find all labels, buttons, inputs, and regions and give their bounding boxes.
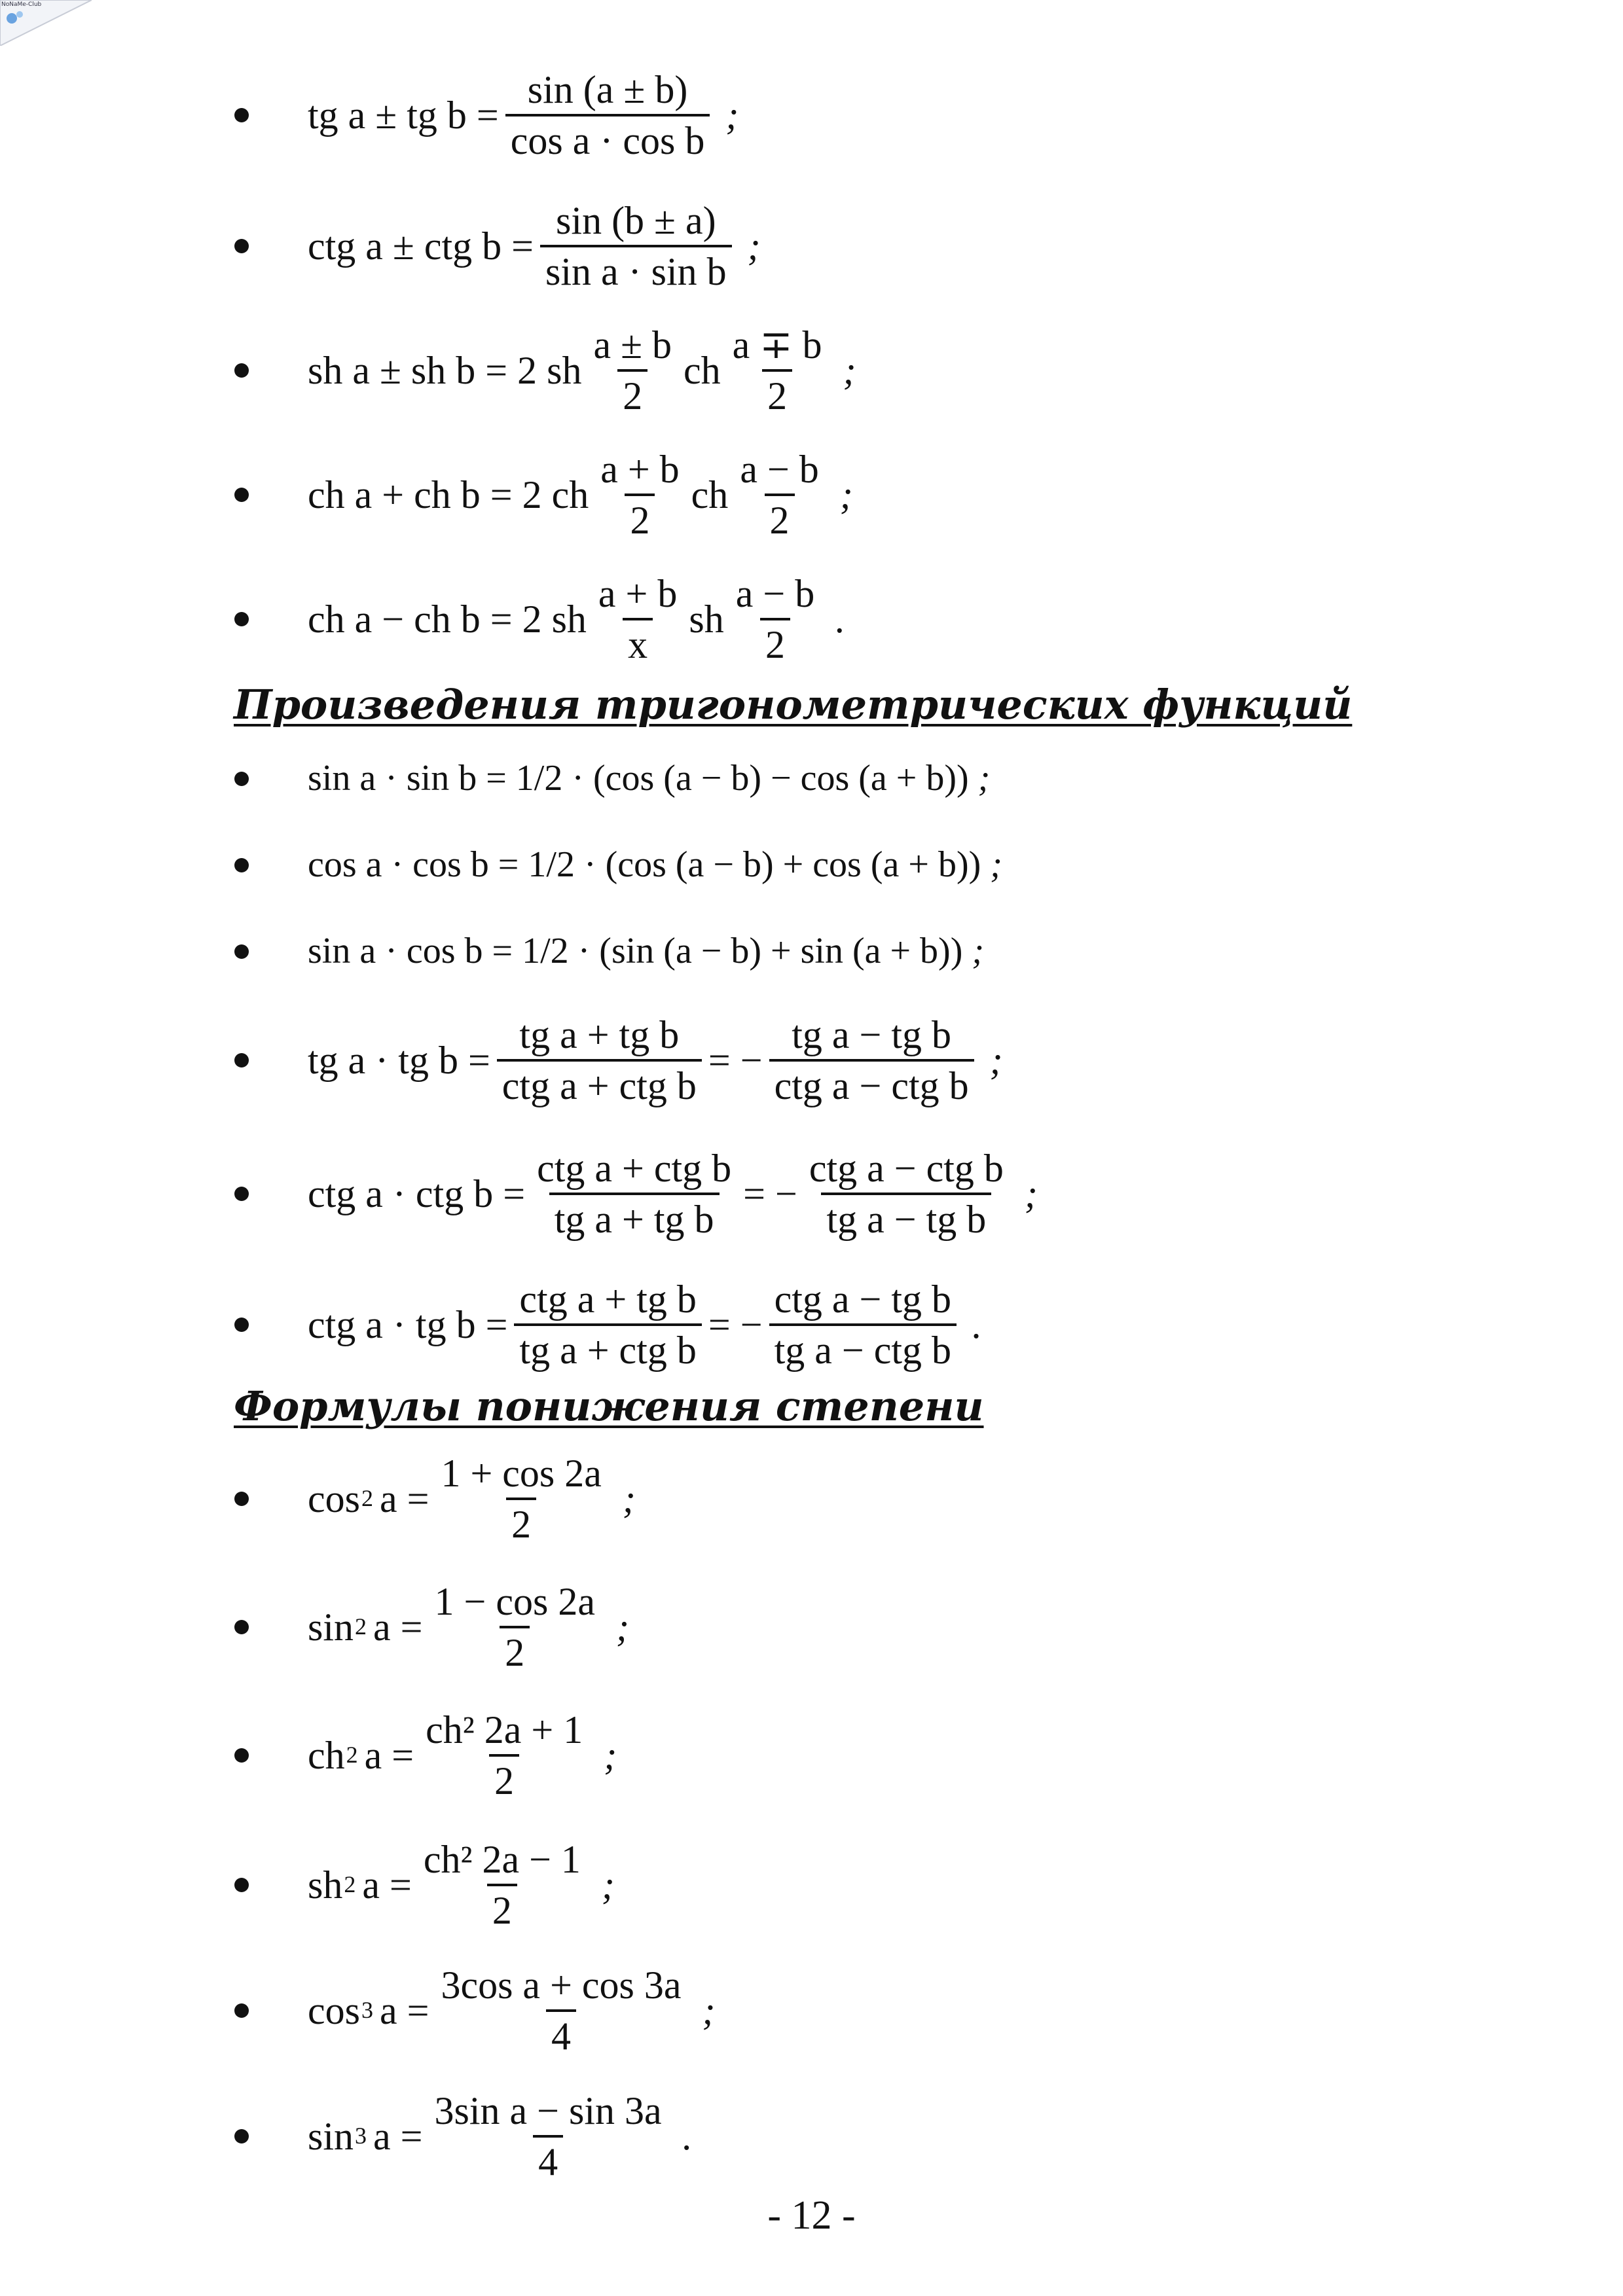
numerator: a + b [598, 572, 678, 615]
fraction [731, 572, 820, 666]
formula [308, 845, 1002, 886]
function-name: sin [308, 2115, 354, 2158]
section-heading-products: Произведения тригонометрических функций [234, 681, 1353, 728]
bullet-icon [229, 1748, 308, 1763]
denominator: 2 [765, 493, 795, 542]
bullet-icon [229, 612, 308, 626]
list-item [229, 1259, 1473, 1390]
function-name: cos [308, 1989, 360, 2032]
formula [308, 1708, 617, 1803]
fraction [540, 199, 732, 293]
formula [308, 1964, 716, 2058]
bullet-icon [229, 239, 308, 253]
list-item [229, 181, 1473, 312]
formula [308, 1013, 1003, 1107]
list-item [229, 50, 1473, 181]
terminator: ; [989, 1039, 1003, 1082]
exponent: 3 [355, 2123, 367, 2149]
numerator: sin (b ± a) [556, 199, 716, 242]
terminator: . [972, 1303, 983, 1346]
formula-lhs: tg a · tg b = [308, 1039, 490, 1082]
bullet-icon [229, 1187, 308, 1201]
denominator: 2 [506, 1498, 536, 1546]
fraction [735, 448, 824, 542]
fraction [532, 1147, 737, 1241]
terminator: ; [622, 1477, 636, 1520]
formula [308, 1838, 615, 1932]
formula-var: a = [364, 1734, 414, 1777]
formula-lhs: ch a − ch b = 2 sh [308, 598, 587, 641]
numerator: ctg a + tg b [519, 1278, 697, 1321]
list-item [229, 1820, 1473, 1950]
function-name: sin [308, 1605, 354, 1649]
denominator: ctg a + ctg b [497, 1059, 702, 1107]
formula-mid: = − [743, 1172, 797, 1215]
numerator: ctg a − tg b [774, 1278, 952, 1321]
denominator: 2 [500, 1626, 530, 1674]
formula-mid: ch [684, 349, 721, 392]
numerator: tg a − tg b [792, 1013, 951, 1056]
bullet-icon [229, 108, 308, 122]
formula [308, 199, 761, 293]
numerator: a ± b [593, 323, 672, 367]
denominator: ctg a − ctg b [769, 1059, 974, 1107]
list-item [229, 1945, 1473, 2076]
numerator: 1 + cos 2a [441, 1452, 602, 1495]
denominator: x [623, 618, 653, 666]
denominator: tg a + ctg b [514, 1323, 701, 1372]
formula-var: a = [379, 1477, 429, 1520]
formula-var: a = [362, 1863, 412, 1907]
formula [308, 323, 856, 418]
numerator: a ∓ b [732, 323, 822, 367]
fraction [769, 1278, 957, 1372]
formula-mid: sh [689, 598, 724, 641]
formula [308, 2089, 693, 2183]
fraction [429, 1580, 600, 1674]
exponent: 2 [361, 1485, 373, 1512]
bullet-icon [229, 2129, 308, 2144]
bullet-icon [229, 1318, 308, 1332]
numerator: 3cos a + cos 3a [441, 1964, 682, 2007]
numerator: 1 − cos 2a [434, 1580, 595, 1623]
terminator: ; [604, 1734, 617, 1777]
bullet-icon [229, 2003, 308, 2018]
corner-logo [0, 0, 92, 46]
formula [308, 1278, 982, 1372]
function-name: sh [308, 1863, 343, 1907]
formula-lhs: tg a ± tg b = [308, 94, 499, 137]
formula-lhs: ctg a · ctg b = [308, 1172, 526, 1215]
numerator: a + b [600, 448, 680, 491]
terminator: ; [843, 349, 856, 392]
formula-mid: = − [708, 1039, 763, 1082]
terminator: ; [839, 473, 853, 516]
bullet-icon [229, 1620, 308, 1634]
denominator: tg a − ctg b [769, 1323, 957, 1372]
numerator: a − b [740, 448, 819, 491]
numerator: sin (a ± b) [527, 68, 688, 111]
formula-lhs: ctg a · tg b = [308, 1303, 508, 1346]
fraction [429, 2089, 667, 2183]
fraction [727, 323, 828, 418]
formula-text: sin a · cos b = 1/2 · (sin (a − b) + sin (a + b)) [308, 931, 963, 972]
list-item [229, 429, 1473, 560]
list-item [229, 554, 1473, 685]
list-item [229, 1433, 1473, 1564]
denominator: cos a · cos b [505, 114, 710, 162]
fraction [435, 1964, 686, 2058]
terminator: ; [615, 1605, 629, 1649]
numerator: ctg a + ctg b [537, 1147, 732, 1190]
numerator: tg a + tg b [519, 1013, 680, 1056]
terminator: ; [725, 94, 739, 137]
list-item [229, 2071, 1473, 2202]
formula-text: sin a · sin b = 1/2 · (cos (a − b) − cos (a + b)) [308, 758, 969, 799]
exponent: 2 [346, 1742, 358, 1768]
fraction [514, 1278, 701, 1372]
denominator: sin a · sin b [540, 245, 732, 293]
numerator: a − b [735, 572, 815, 615]
function-name: ch [308, 1734, 345, 1777]
formula [308, 1580, 629, 1674]
numerator: ctg a − ctg b [809, 1147, 1004, 1190]
denominator: 2 [489, 1754, 519, 1803]
formula-text: cos a · cos b = 1/2 · (cos (a − b) + cos (a + b)) [308, 844, 981, 886]
denominator: 2 [625, 493, 655, 542]
terminator: ; [747, 224, 761, 268]
logo-text: NoNaMe-Club [1, 1, 42, 8]
exponent: 3 [361, 1997, 373, 2024]
fraction [588, 323, 677, 418]
list-item [229, 1690, 1473, 1821]
bullet-icon [229, 1053, 308, 1067]
formula [308, 759, 990, 799]
bullet-icon [229, 858, 308, 872]
function-name: cos [308, 1477, 360, 1520]
exponent: 2 [344, 1871, 356, 1898]
terminator: ; [601, 1863, 615, 1907]
formula-var: a = [373, 1605, 423, 1649]
numerator: ch² 2a − 1 [423, 1838, 581, 1881]
formula [308, 68, 739, 162]
fraction [804, 1147, 1009, 1241]
fraction [505, 68, 710, 162]
formula-lhs: ch a + ch b = 2 ch [308, 473, 589, 516]
list-item [229, 995, 1473, 1126]
denominator: 2 [760, 618, 790, 666]
bullet-icon [229, 772, 308, 786]
list-item [229, 1562, 1473, 1693]
section-heading-power-reduction: Формулы понижения степени [234, 1382, 984, 1430]
fraction [420, 1708, 588, 1803]
denominator: 2 [487, 1884, 517, 1932]
terminator: . [682, 2115, 693, 2158]
fraction [435, 1452, 606, 1546]
formula-lhs: sh a ± sh b = 2 sh [308, 349, 582, 392]
page-number: - 12 - [767, 2193, 856, 2238]
denominator: 4 [533, 2135, 563, 2183]
formula [308, 572, 845, 666]
terminator: ; [1024, 1172, 1038, 1215]
formula [308, 448, 853, 542]
denominator: tg a − tg b [821, 1193, 991, 1241]
terminator: ; [977, 758, 991, 799]
fraction [769, 1013, 974, 1107]
fraction [593, 572, 682, 666]
fraction [595, 448, 684, 542]
denominator: 2 [617, 369, 647, 418]
terminator: ; [972, 931, 984, 972]
bullet-icon [229, 1878, 308, 1892]
formula [308, 1147, 1038, 1241]
terminator: ; [702, 1989, 716, 2032]
formula-lhs: ctg a ± ctg b = [308, 224, 534, 268]
denominator: 4 [546, 2009, 576, 2058]
formula [308, 931, 984, 972]
bullet-icon [229, 944, 308, 959]
list-item [229, 305, 1473, 436]
list-item [229, 1128, 1473, 1259]
bullet-icon [229, 488, 308, 502]
denominator: 2 [762, 369, 792, 418]
formula-mid: ch [691, 473, 729, 516]
formula [308, 1452, 636, 1546]
denominator: tg a + tg b [549, 1193, 720, 1241]
numerator: ch² 2a + 1 [426, 1708, 583, 1751]
fraction [497, 1013, 702, 1107]
formula-var: a = [373, 2115, 423, 2158]
formula-mid: = − [708, 1303, 763, 1346]
exponent: 2 [355, 1613, 367, 1640]
bullet-icon [229, 1492, 308, 1506]
formula-var: a = [379, 1989, 429, 2032]
numerator: 3sin a − sin 3a [434, 2089, 662, 2132]
fraction [418, 1838, 586, 1932]
bullet-icon [229, 363, 308, 378]
terminator: ; [990, 844, 1002, 886]
terminator: . [835, 598, 846, 641]
